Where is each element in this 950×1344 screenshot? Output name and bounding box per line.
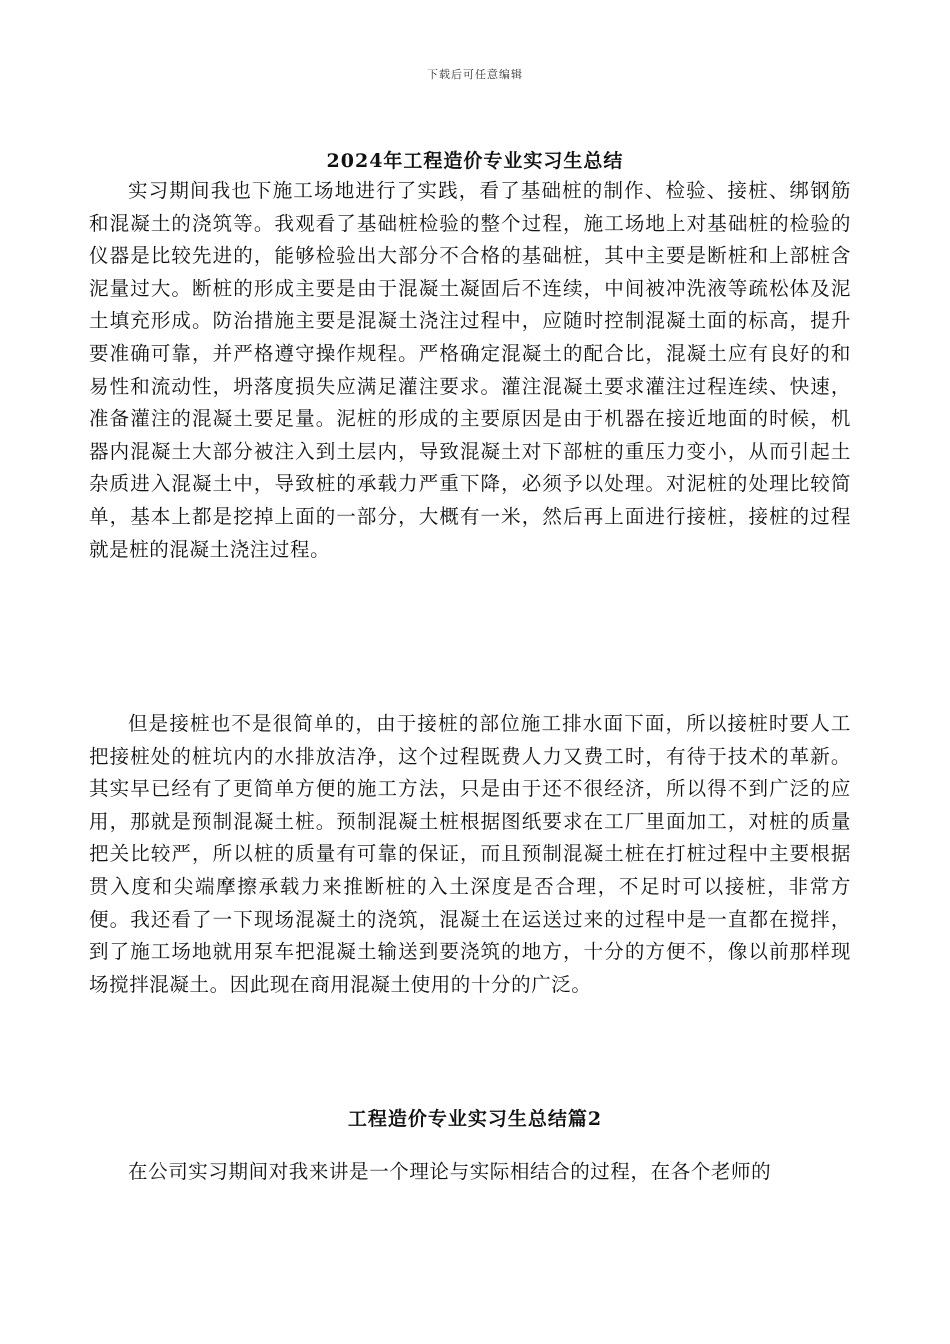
- section-2-paragraph: 在公司实习期间对我来讲是一个理论与实际相结合的过程，在各个老师的: [128, 1160, 772, 1183]
- header-note: 下载后可任意编辑: [427, 68, 523, 81]
- section-2-title: 工程造价专业实习生总结篇2: [347, 1108, 603, 1130]
- paragraph-1: 实习期间我也下施工场地进行了实践，看了基础桩的制作、检验、接桩、绑钢筋和混凝土的浇筑等。我观看了基础桩检验的整个过程，施工场地上对基础桩的检验的仪器是比较先进的，能够检验出大部分不合格的基础桩，其中主要是断桩和上部桩含泥量过大。断桩的形成主要是由于混凝土凝固后不连续，中间被冲洗液等疏松体及泥土填充形成。防治措施主要是混凝土浇注过程中，应随时控制混凝土面的标高，提升要准确可靠，并严格遵守操作规程。严格确定混凝土的配合比，混凝土应有良好的和易性和流动性，坍落度损失应满足灌注要求。灌注混凝土要求灌注过程连续、快速，准备灌注的混凝土要足量。泥桩的形成的主要原因是由于机器在接近地面的时候，机器内混凝土大部分被注入到土层内，导致混凝土对下部桩的重压力变小，从而引起土杂质进入混凝土中，导致桩的承载力严重下降，必须予以处理。对泥桩的处理比较简单，基本上都是挖掉上面的一部分，大概有一米，然后再上面进行接桩，接桩的过程就是桩的混凝土浇注过程。: [89, 179, 851, 561]
- document-title: 2024年工程造价专业实习生总结: [326, 150, 624, 172]
- paragraph-2: 但是接桩也不是很简单的，由于接桩的部位施工排水面下面，所以接桩时要人工把接桩处的桩坑内的水排放洁净，这个过程既费人力又费工时，有待于技术的革新。其实早已经有了更简单方便的施工方法，只是由于还不很经济，所以得不到广泛的应用，那就是预制混凝土桩。预制混凝土桩根据图纸要求在工厂里面加工，对桩的质量把关比较严，所以桩的质量有可靠的保证，而且预制混凝土桩在打桩过程中主要根据贯入度和尖端摩擦承载力来推断桩的入土深度是否合理，不足时可以接桩，非常方便。我还看了一下现场混凝土的浇筑，混凝土在运送过来的过程中是一直都在搅拌，到了施工场地就用泵车把混凝土输送到要浇筑的地方，十分的方便不，像以前那样现场搅拌混凝土。因此现在商用混凝土使用的十分的广泛。: [89, 712, 851, 996]
